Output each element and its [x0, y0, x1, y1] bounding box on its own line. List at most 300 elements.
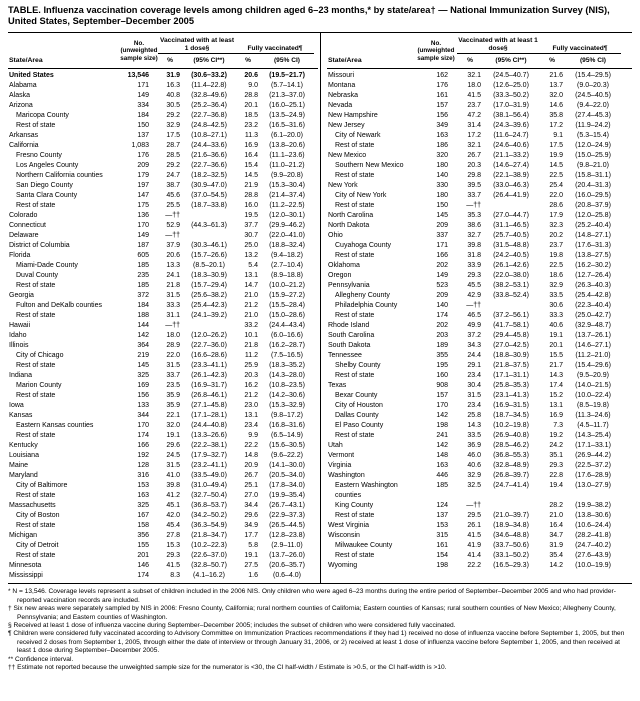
cell-sample-size: 320	[436, 152, 448, 160]
column-header-vaccinated-1-dose: Vaccinated with at least 1 dose§	[457, 37, 539, 55]
cell-fully-ci: (15.3–30.4)	[269, 182, 305, 190]
cell-sample-size: 150	[137, 122, 149, 130]
footnote: § Received at least 1 dose of influenza vaccine during September–December 2005; includes the subset of children who were considered fully vaccinated.	[8, 622, 456, 630]
cell-dose1-percent: 37.2	[467, 332, 481, 340]
table-body-right	[327, 69, 632, 573]
cell-fully-ci: (10.0–19.9)	[575, 562, 611, 570]
table-header	[8, 33, 318, 70]
cell-dose1-ci: (21.8–37.5)	[493, 362, 529, 370]
cell-dose1-ci: (8.5–20.1)	[193, 262, 225, 270]
cell-sample-size: 170	[137, 222, 149, 230]
table-row	[8, 81, 318, 91]
cell-dose1-percent: 33.7	[166, 372, 180, 380]
cell-dose1-ci: (16.6–28.6)	[191, 352, 227, 360]
cell-fully-percent: 33.3	[549, 312, 563, 320]
cell-state-area: Rest of state	[335, 202, 375, 210]
cell-dose1-ci: (24.5–40.7)	[493, 72, 529, 80]
cell-fully-ci: (13.8–30.6)	[575, 512, 611, 520]
table-row	[8, 311, 318, 321]
cell-dose1-percent: 32.7	[467, 232, 481, 240]
cell-sample-size: 176	[137, 152, 149, 160]
cell-dose1-percent: 17.2	[467, 132, 481, 140]
cell-dose1-percent: 23.7	[467, 102, 481, 110]
cell-sample-size: 148	[436, 452, 448, 460]
table-row	[327, 501, 632, 511]
cell-state-area: City of Boston	[16, 512, 60, 520]
cell-sample-size: 137	[137, 132, 149, 140]
cell-dose1-percent: 21.8	[166, 282, 180, 290]
table-row	[8, 181, 318, 191]
table-row	[327, 121, 632, 131]
table-row	[8, 321, 318, 331]
cell-fully-ci: (15.4–29.5)	[575, 72, 611, 80]
cell-sample-size: 154	[436, 552, 448, 560]
cell-state-area: Delaware	[9, 232, 39, 240]
cell-dose1-percent: 31.1	[166, 312, 180, 320]
footnote: * N = 13,546. Coverage levels represent a subset of children included in the 2006 NIS. Only children who were aged 6–23 months during the entire period of September–December 2005 and who had provider-reported vaccination records are included.	[8, 588, 616, 604]
cell-sample-size: 163	[436, 462, 448, 470]
cell-fully-percent: 19.5	[244, 212, 258, 220]
table-row	[327, 311, 632, 321]
table-row	[8, 241, 318, 251]
cell-fully-ci: (25.0–42.7)	[575, 312, 611, 320]
cell-state-area: District of Columbia	[9, 242, 70, 250]
table-row	[327, 241, 632, 251]
cell-dose1-ci: (22.2–38.1)	[191, 442, 227, 450]
cell-fully-ci: (2.7–10.4)	[271, 262, 303, 270]
cell-dose1-percent: 24.1	[166, 272, 180, 280]
cell-dose1-ci: (10.8–27.1)	[191, 132, 227, 140]
cell-fully-percent: 29.6	[244, 512, 258, 520]
cell-dose1-ci: (22.6–37.0)	[191, 552, 227, 560]
cell-dose1-ci: (12.6–25.0)	[493, 82, 529, 90]
cell-sample-size: 184	[137, 302, 149, 310]
table-row	[327, 441, 632, 451]
cell-fully-ci: (15.0–28.6)	[269, 312, 305, 320]
cell-dose1-percent: 33.9	[467, 262, 481, 270]
table-row	[8, 481, 318, 491]
cell-dose1-percent: 29.6	[166, 442, 180, 450]
cell-dose1-ci: (32.8–48.9)	[493, 462, 529, 470]
cell-fully-ci: (16.0–25.1)	[269, 102, 305, 110]
cell-state-area: Miami-Dade County	[16, 262, 78, 270]
cell-dose1-ci: (32.8–49.6)	[191, 92, 227, 100]
table-row	[327, 561, 632, 571]
cell-fully-ci: (24.5–40.5)	[575, 92, 611, 100]
cell-dose1-ci: (25.6–38.2)	[191, 292, 227, 300]
cell-fully-percent: 11.2	[244, 352, 258, 360]
cell-dose1-ci: (27.1–45.8)	[191, 402, 227, 410]
cell-fully-ci: (32.9–48.7)	[575, 322, 611, 330]
column-header-vaccinated-1-dose: Vaccinated with at least 1 dose§	[158, 37, 236, 55]
cell-fully-ci: (11.2–22.5)	[269, 202, 305, 210]
table-row	[327, 471, 632, 481]
cell-dose1-percent: 23.4	[467, 402, 481, 410]
table-row	[8, 501, 318, 511]
cell-dose1-percent: 24.5	[166, 452, 180, 460]
cell-sample-size: 171	[137, 82, 149, 90]
cell-fully-percent: 37.7	[244, 222, 258, 230]
cell-dose1-percent: —††	[466, 202, 481, 210]
cell-dose1-percent: 22.1	[166, 412, 180, 420]
cell-sample-size: 349	[436, 122, 448, 130]
cell-dose1-ci: (18.8–30.9)	[493, 352, 529, 360]
cell-dose1-ci: (22.0–38.0)	[493, 272, 529, 280]
cell-dose1-percent: 20.3	[467, 162, 481, 170]
table-row	[327, 91, 632, 101]
cell-sample-size: 145	[137, 362, 149, 370]
cell-fully-ci: (10.6–24.4)	[575, 522, 611, 530]
cell-state-area: California	[9, 142, 39, 150]
cell-fully-ci: (14.2–30.6)	[269, 392, 305, 400]
cell-fully-percent: 34.4	[244, 502, 258, 510]
cell-state-area: Rest of state	[335, 372, 375, 380]
table-row	[327, 481, 632, 501]
cell-dose1-ci: (26.1–42.6)	[493, 262, 529, 270]
cell-dose1-percent: 31.4	[467, 122, 481, 130]
table-row	[8, 531, 318, 541]
cell-fully-ci: (5.3–15.4)	[577, 132, 609, 140]
cell-sample-size: 170	[436, 402, 448, 410]
cell-state-area: Eastern Washington counties	[335, 482, 398, 500]
cell-dose1-ci: (24.3–39.6)	[493, 122, 529, 130]
cell-dose1-percent: 45.4	[166, 522, 180, 530]
cell-state-area: Rest of state	[335, 432, 375, 440]
cell-fully-percent: 13.1	[244, 412, 258, 420]
cell-dose1-percent: 30.4	[467, 382, 481, 390]
cell-dose1-percent: 19.1	[166, 432, 180, 440]
cell-fully-percent: 21.2	[244, 392, 258, 400]
cell-sample-size: 146	[137, 562, 149, 570]
cell-dose1-percent: 42.9	[467, 292, 481, 300]
cell-state-area: Rest of state	[16, 312, 56, 320]
table-row	[327, 211, 632, 221]
cell-state-area: South Dakota	[328, 342, 371, 350]
cell-fully-ci: (12.0–24.9)	[575, 142, 611, 150]
cell-dose1-ci: (18.9–34.8)	[493, 522, 529, 530]
cell-fully-ci: (2.9–11.0)	[271, 542, 303, 550]
cell-dose1-percent: 22.2	[467, 562, 481, 570]
cell-fully-ci: (16.2–30.2)	[575, 262, 611, 270]
cell-sample-size: 157	[436, 392, 448, 400]
table-row	[8, 251, 318, 261]
cell-fully-percent: 31.9	[549, 542, 563, 550]
cell-dose1-percent: 41.5	[467, 92, 481, 100]
cell-state-area: Kansas	[9, 412, 33, 420]
table-row	[327, 111, 632, 121]
cell-sample-size: 157	[436, 102, 448, 110]
cell-fully-ci: (20.6–35.7)	[269, 562, 305, 570]
cell-dose1-ci: (23.2–41.1)	[191, 462, 227, 470]
cell-fully-percent: 15.2	[549, 392, 563, 400]
cell-dose1-ci: (23.3–41.1)	[191, 362, 227, 370]
table-row	[327, 191, 632, 201]
cell-dose1-ci: (33.1–50.2)	[493, 552, 529, 560]
cell-fully-ci: (0.6–4.0)	[272, 572, 302, 580]
column-header-ci-1: (95% CI**)	[193, 57, 225, 65]
cell-dose1-ci: (11.4–22.8)	[191, 82, 227, 90]
cell-dose1-ci: (24.8–42.5)	[191, 122, 227, 130]
cell-state-area: Rest of state	[16, 432, 56, 440]
cell-dose1-percent: 45.6	[166, 192, 180, 200]
cell-fully-ci: (16.2–28.7)	[269, 342, 305, 350]
cell-sample-size: 137	[436, 512, 448, 520]
table-row	[327, 341, 632, 351]
cell-fully-percent: 33.5	[549, 292, 563, 300]
cell-state-area: Marion County	[16, 382, 62, 390]
table-row	[327, 271, 632, 281]
cell-dose1-ci: (10.2–22.3)	[191, 542, 227, 550]
cell-sample-size: 192	[137, 452, 149, 460]
cell-dose1-percent: 29.1	[467, 362, 481, 370]
table-row	[327, 461, 632, 471]
cell-fully-percent: 15.4	[244, 162, 258, 170]
cell-dose1-percent: —††	[165, 322, 180, 330]
cell-fully-ci: (26.5–44.5)	[269, 522, 305, 530]
cell-fully-percent: 16.4	[244, 152, 258, 160]
cell-fully-ci: (9.8–21.0)	[577, 162, 609, 170]
table-row	[8, 161, 318, 171]
cell-fully-percent: 23.7	[549, 242, 563, 250]
cell-fully-percent: 32.0	[549, 92, 563, 100]
cell-fully-ci: (24.7–40.2)	[575, 542, 611, 550]
cell-fully-percent: 32.9	[549, 282, 563, 290]
cell-sample-size: 219	[137, 352, 149, 360]
cell-fully-ci: (14.1–30.0)	[269, 462, 305, 470]
cell-dose1-ci: (17.9–32.7)	[191, 452, 227, 460]
cell-fully-percent: 5.8	[248, 542, 258, 550]
cell-fully-percent: 16.4	[549, 522, 563, 530]
cell-dose1-percent: 23.4	[467, 372, 481, 380]
cell-dose1-ci: (26.8–46.1)	[191, 392, 227, 400]
cell-fully-ci: (11.1–23.6)	[269, 152, 305, 160]
cell-sample-size: 167	[137, 512, 149, 520]
cell-fully-percent: 18.5	[244, 112, 258, 120]
table-row	[8, 231, 318, 241]
cell-fully-ci: (27.6–43.9)	[575, 552, 611, 560]
cell-sample-size: 175	[137, 202, 149, 210]
cell-state-area: Rest of state	[335, 552, 375, 560]
cell-state-area: Alaska	[9, 92, 31, 100]
column-header-fully-vaccinated: Fully vaccinated¶	[539, 45, 621, 55]
cell-fully-percent: 18.6	[549, 272, 563, 280]
cell-state-area: Rest of state	[16, 282, 56, 290]
cell-fully-ci: (8.5–19.8)	[577, 402, 609, 410]
cell-state-area: Missouri	[328, 72, 355, 80]
cell-state-area: Nevada	[328, 102, 353, 110]
cell-state-area: Cuyahoga County	[335, 242, 392, 250]
cell-fully-percent: 9.1	[553, 132, 563, 140]
cell-state-area: Fulton and DeKalb counties	[16, 302, 102, 310]
cell-dose1-percent: 23.5	[166, 382, 180, 390]
cell-fully-ci: (17.6–28.9)	[575, 472, 611, 480]
cell-state-area: New York	[328, 182, 358, 190]
table-row	[8, 561, 318, 571]
cell-sample-size: 198	[436, 422, 448, 430]
cell-state-area: City of Chicago	[16, 352, 64, 360]
cell-fully-percent: 17.5	[549, 142, 563, 150]
cell-fully-ci: (21.4–37.4)	[269, 192, 305, 200]
cell-fully-ci: (13.7–26.0)	[269, 552, 305, 560]
cell-fully-ci: (18.8–32.4)	[269, 242, 305, 250]
cell-state-area: United States	[9, 72, 54, 80]
cell-sample-size: 446	[436, 472, 448, 480]
table-left-half	[8, 33, 320, 584]
table-row	[327, 451, 632, 461]
cell-dose1-percent: 40.6	[467, 462, 481, 470]
cell-dose1-percent: 31.8	[467, 252, 481, 260]
cell-fully-percent: 19.9	[549, 152, 563, 160]
cell-dose1-ci: (14.6–27.4)	[493, 162, 529, 170]
cell-fully-ci: (13.0–27.9)	[575, 482, 611, 490]
cell-state-area: Vermont	[328, 452, 355, 460]
table-row	[327, 321, 632, 331]
cell-dose1-ci: (24.7–41.4)	[493, 482, 529, 490]
cell-fully-ci: (15.6–30.5)	[269, 442, 305, 450]
table-row	[8, 541, 318, 551]
table-row	[8, 281, 318, 291]
cell-dose1-ci: (23.1–41.3)	[493, 392, 529, 400]
cell-sample-size: 180	[436, 192, 448, 200]
cell-state-area: Louisiana	[9, 452, 39, 460]
cell-fully-ci: (26.9–44.2)	[575, 452, 611, 460]
cell-state-area: New Jersey	[328, 122, 365, 130]
cell-fully-ci: (17.1–33.1)	[575, 442, 611, 450]
cell-state-area: Rest of state	[335, 512, 375, 520]
cell-sample-size: 241	[436, 432, 448, 440]
cell-state-area: Northern California counties	[16, 172, 103, 180]
cell-state-area: Allegheny County	[335, 292, 390, 300]
cell-fully-ci: (14.3–25.4)	[575, 432, 611, 440]
cell-dose1-percent: —††	[466, 302, 481, 310]
table-row	[8, 101, 318, 111]
cell-state-area: Wyoming	[328, 562, 358, 570]
cell-dose1-percent: 37.9	[166, 242, 180, 250]
cell-fully-percent: 21.6	[549, 72, 563, 80]
cell-dose1-ci: (18.3–30.9)	[191, 272, 227, 280]
table-row	[327, 381, 632, 391]
column-header-fully-vaccinated: Fully vaccinated¶	[236, 45, 314, 55]
cell-state-area: Colorado	[9, 212, 38, 220]
cell-state-area: Santa Clara County	[16, 192, 78, 200]
cell-state-area: Connecticut	[9, 222, 46, 230]
cell-sample-size: 185	[436, 482, 448, 490]
cell-fully-percent: 26.7	[244, 472, 258, 480]
cell-fully-ci: (9.9–20.8)	[271, 172, 303, 180]
cell-dose1-percent: —††	[165, 212, 180, 220]
cell-fully-ci: (8.9–18.8)	[271, 272, 303, 280]
cell-sample-size: 185	[137, 282, 149, 290]
table-header	[327, 33, 632, 70]
cell-dose1-ci: (28.5–46.2)	[493, 442, 529, 450]
cell-fully-ci: (15.9–27.2)	[269, 292, 305, 300]
table-row	[8, 201, 318, 211]
cell-fully-ci: (20.4–31.3)	[575, 182, 611, 190]
cell-dose1-percent: 28.9	[166, 342, 180, 350]
cell-dose1-percent: 34.3	[467, 342, 481, 350]
cell-sample-size: 356	[137, 532, 149, 540]
cell-fully-ci: (15.8–31.1)	[575, 172, 611, 180]
cell-fully-percent: 23.0	[244, 402, 258, 410]
cell-sample-size: 337	[436, 232, 448, 240]
cell-fully-percent: 20.3	[244, 372, 258, 380]
cell-dose1-percent: 32.9	[467, 472, 481, 480]
cell-sample-size: 605	[137, 252, 149, 260]
cell-dose1-percent: 36.9	[467, 442, 481, 450]
cell-dose1-ci: (32.8–50.7)	[191, 562, 227, 570]
cell-fully-ci: (9.6–22.2)	[271, 452, 303, 460]
cell-fully-ci: (12.7–26.4)	[575, 272, 611, 280]
cell-dose1-ci: (32.7–50.4)	[191, 492, 227, 500]
cell-dose1-ci: (24.4–33.6)	[191, 142, 227, 150]
cell-dose1-percent: 41.5	[166, 562, 180, 570]
cell-sample-size: 161	[436, 92, 448, 100]
cell-dose1-ci	[483, 301, 539, 311]
table-columns	[8, 33, 632, 584]
cell-fully-percent: 19.1	[244, 552, 258, 560]
column-header-state-area: State/Area	[9, 57, 43, 65]
cell-dose1-percent: 33.5	[467, 432, 481, 440]
cell-dose1-percent: 15.3	[166, 542, 180, 550]
cell-dose1-ci: (31.0–49.4)	[191, 482, 227, 490]
table-row	[327, 281, 632, 291]
cell-dose1-ci: (24.2–40.5)	[493, 252, 529, 260]
cell-dose1-percent: 26.7	[467, 152, 481, 160]
cell-sample-size: 153	[137, 482, 149, 490]
cell-dose1-percent: 32.1	[467, 142, 481, 150]
cell-fully-percent: 15.5	[549, 352, 563, 360]
cell-sample-size: 149	[137, 92, 149, 100]
cell-sample-size: 198	[436, 562, 448, 570]
cell-state-area: Hawaii	[9, 322, 31, 330]
cell-state-area: Eastern Kansas counties	[16, 422, 94, 430]
cell-fully-percent: 32.3	[549, 222, 563, 230]
cell-dose1-percent: 29.8	[467, 172, 481, 180]
cell-dose1-ci	[182, 231, 236, 241]
cell-dose1-ci: (22.1–38.9)	[493, 172, 529, 180]
cell-fully-percent: 17.9	[549, 212, 563, 220]
cell-state-area: Texas	[328, 382, 347, 390]
cell-dose1-ci: (33.7–50.6)	[493, 542, 529, 550]
table-row	[8, 111, 318, 121]
cell-fully-percent: 10.1	[244, 332, 258, 340]
table-row	[327, 171, 632, 181]
cell-dose1-ci: (25.4–42.3)	[191, 302, 227, 310]
cell-fully-percent: 34.9	[244, 522, 258, 530]
cell-state-area: King County	[335, 502, 374, 510]
cell-state-area: Southern New Mexico	[335, 162, 404, 170]
cell-dose1-ci: (38.1–56.4)	[493, 112, 529, 120]
cell-state-area: City of Houston	[335, 402, 383, 410]
cell-fully-percent: 14.2	[549, 562, 563, 570]
table-row	[8, 351, 318, 361]
cell-sample-size: 174	[436, 312, 448, 320]
cell-sample-size: 185	[137, 262, 149, 270]
cell-fully-percent: 21.7	[549, 362, 563, 370]
table-row	[327, 141, 632, 151]
cell-dose1-ci: (30.3–46.1)	[191, 242, 227, 250]
cell-state-area: Milwaukee County	[335, 542, 393, 550]
cell-state-area: Ohio	[328, 232, 343, 240]
cell-dose1-percent: 24.4	[467, 352, 481, 360]
table-row	[327, 551, 632, 561]
cell-state-area: Mississippi	[9, 572, 43, 580]
cell-dose1-ci: (18.7–34.5)	[493, 412, 529, 420]
cell-state-area: Rest of state	[16, 362, 56, 370]
table-row	[8, 401, 318, 411]
table-row	[327, 261, 632, 271]
cell-sample-size: 156	[436, 112, 448, 120]
